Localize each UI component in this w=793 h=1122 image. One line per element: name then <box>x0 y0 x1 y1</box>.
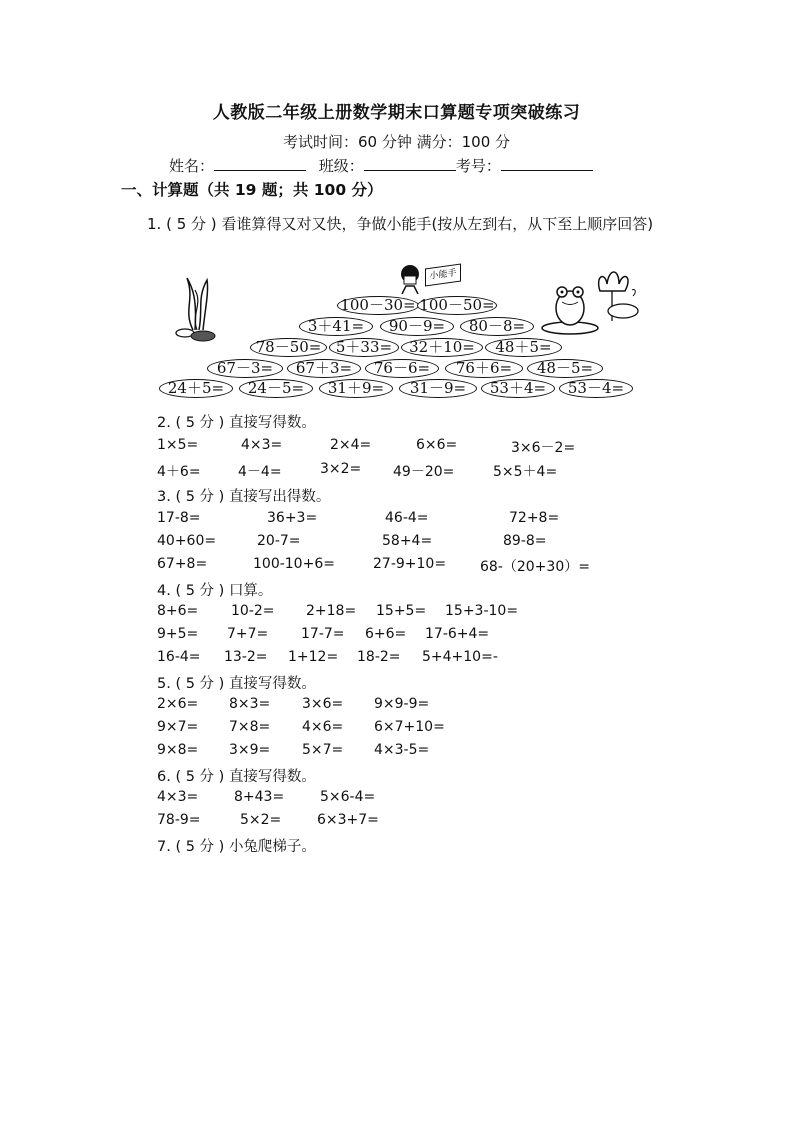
problem: 15+3-10= <box>445 603 519 619</box>
question-prompt: 直接写得数。 <box>228 769 316 785</box>
problem: 4×6= <box>302 719 344 735</box>
question-2-heading <box>157 411 316 432</box>
problem: 2×4= <box>330 437 372 453</box>
problem: 8+6= <box>157 603 199 619</box>
question-4-heading <box>157 579 272 600</box>
problem: 7×8= <box>229 719 271 735</box>
problem: 1×5= <box>157 437 199 453</box>
lily-pad-equation: 53－4= <box>559 379 633 398</box>
problem: 17-8= <box>157 510 201 526</box>
lily-pad-equation: 48＋5= <box>485 338 562 357</box>
question-number: 2. <box>157 415 171 431</box>
number-blank[interactable] <box>501 156 593 171</box>
question-points: ( 5 分 ) <box>175 415 225 431</box>
student-info-line <box>169 155 593 176</box>
problem: 2×6= <box>157 696 199 712</box>
problem: 9×8= <box>157 742 199 758</box>
problem: 3×6= <box>302 696 344 712</box>
problem: 6×6= <box>416 437 458 453</box>
lily-pad-illustration <box>155 262 645 402</box>
problem: 67+8= <box>157 556 208 572</box>
problem: 4＋6= <box>157 464 201 480</box>
class-blank[interactable] <box>364 156 456 171</box>
problem: 1+12= <box>288 649 339 665</box>
question-1 <box>121 212 681 236</box>
problem: 7+7= <box>227 626 269 642</box>
class-label: 班级： <box>318 157 364 175</box>
problem: 13-2= <box>224 649 268 665</box>
lily-pad-equation: 48－5= <box>527 359 603 378</box>
problem: 27-9+10= <box>373 556 447 572</box>
question-prompt: 看谁算得又对又快，争做小能手(按从左到右，从下至上顺序回答) <box>221 215 654 233</box>
name-label: 姓名： <box>169 157 215 175</box>
question-number: 4. <box>157 583 171 599</box>
problem: 2+18= <box>306 603 357 619</box>
lily-pad-equation: 67－3= <box>207 359 283 378</box>
lily-pad-equation: 76＋6= <box>445 359 523 378</box>
question-points: ( 5 分 ) <box>175 839 225 855</box>
question-points: ( 5 分 ) <box>175 583 225 599</box>
exam-subtitle: 考试时间：60 分钟 满分：100 分 <box>282 133 511 151</box>
problem: 46-4= <box>385 510 429 526</box>
question-points: ( 5 分 ) <box>175 769 225 785</box>
question-points: ( 5 分 ) <box>175 676 225 692</box>
question-number: 1. <box>147 215 162 233</box>
lily-pad-equation: 31＋9= <box>319 379 393 398</box>
lily-pad-equation: 5＋33= <box>329 338 399 357</box>
question-prompt: 直接写出得数。 <box>228 489 331 505</box>
problem: 17-7= <box>301 626 345 642</box>
lily-pad-equation: 100－30= <box>337 296 419 315</box>
problem: 10-2= <box>231 603 275 619</box>
problem: 18-2= <box>357 649 401 665</box>
lily-pad-equation: 3＋41= <box>299 317 373 336</box>
lily-pad-equation: 32＋10= <box>401 338 483 357</box>
question-prompt: 直接写得数。 <box>228 415 316 431</box>
question-5-heading <box>157 672 316 693</box>
question-points: ( 5 分 ) <box>175 489 225 505</box>
name-blank[interactable] <box>214 156 306 171</box>
problem: 16-4= <box>157 649 201 665</box>
problem: 40+60= <box>157 533 217 549</box>
question-7-heading <box>157 835 316 856</box>
problem: 6+6= <box>365 626 407 642</box>
question-6-heading <box>157 765 316 786</box>
problem: 4－4= <box>238 464 282 480</box>
problem: 8×3= <box>229 696 271 712</box>
problem: 9×7= <box>157 719 199 735</box>
problem: 49－20= <box>393 464 455 480</box>
question-3-heading <box>157 485 330 506</box>
problem: 15+5= <box>376 603 427 619</box>
section-heading: 一、计算题（共 19 题；共 100 分） <box>121 181 383 199</box>
kid-icon <box>398 264 422 294</box>
lily-pad-equation: 100－50= <box>417 296 497 315</box>
lily-pad-equation: 80－8= <box>460 317 534 336</box>
problem: 78-9= <box>157 812 201 828</box>
lily-pad-equation: 31－9= <box>399 379 477 398</box>
problem: 4×3= <box>157 789 199 805</box>
problem: 36+3= <box>267 510 318 526</box>
problem: 4×3-5= <box>374 742 430 758</box>
lily-pad-equation: 78－50= <box>250 338 327 357</box>
problem: 9+5= <box>157 626 199 642</box>
question-prompt: 口算。 <box>228 583 273 599</box>
lotus-icon <box>585 266 640 326</box>
question-number: 5. <box>157 676 171 692</box>
question-number: 6. <box>157 769 171 785</box>
problem: 3×6－2= <box>511 440 576 456</box>
lily-pad-equation: 24＋5= <box>159 379 233 398</box>
problem: 5×6-4= <box>320 789 376 805</box>
question-prompt: 小兔爬梯子。 <box>228 839 316 855</box>
problem: 72+8= <box>509 510 560 526</box>
lily-pad-equation: 90－9= <box>380 317 454 336</box>
problem: 8+43= <box>234 789 285 805</box>
problem: 17-6+4= <box>425 626 490 642</box>
lily-pad-equation: 76－6= <box>365 359 439 378</box>
problem: 100-10+6= <box>253 556 335 572</box>
problem: 6×7+10= <box>374 719 445 735</box>
page-title: 人教版二年级上册数学期末口算题专项突破练习 <box>212 103 581 123</box>
problem: 58+4= <box>382 533 433 549</box>
problem: 89-8= <box>503 533 547 549</box>
problem: 5×5＋4= <box>493 464 558 480</box>
number-label: 考号： <box>455 157 501 175</box>
problem: 5+4+10=- <box>422 649 498 665</box>
problem: 3×2= <box>320 461 362 477</box>
flag-label: 小能手 <box>425 263 461 286</box>
problem: 9×9-9= <box>374 696 430 712</box>
lily-pad-equation: 67＋3= <box>287 359 361 378</box>
lily-pad-equation: 53＋4= <box>481 379 555 398</box>
problem: 20-7= <box>257 533 301 549</box>
lily-pad-equation: 24－5= <box>239 379 313 398</box>
question-prompt: 直接写得数。 <box>228 676 316 692</box>
problem: 6×3+7= <box>317 812 379 828</box>
question-points: ( 5 分 ) <box>166 215 217 233</box>
question-number: 7. <box>157 839 171 855</box>
question-number: 3. <box>157 489 171 505</box>
problem: 68-（20+30）= <box>480 559 590 575</box>
seaweed-icon <box>173 270 223 342</box>
problem: 5×2= <box>240 812 282 828</box>
problem: 3×9= <box>229 742 271 758</box>
problem: 5×7= <box>302 742 344 758</box>
problem: 4×3= <box>241 437 283 453</box>
